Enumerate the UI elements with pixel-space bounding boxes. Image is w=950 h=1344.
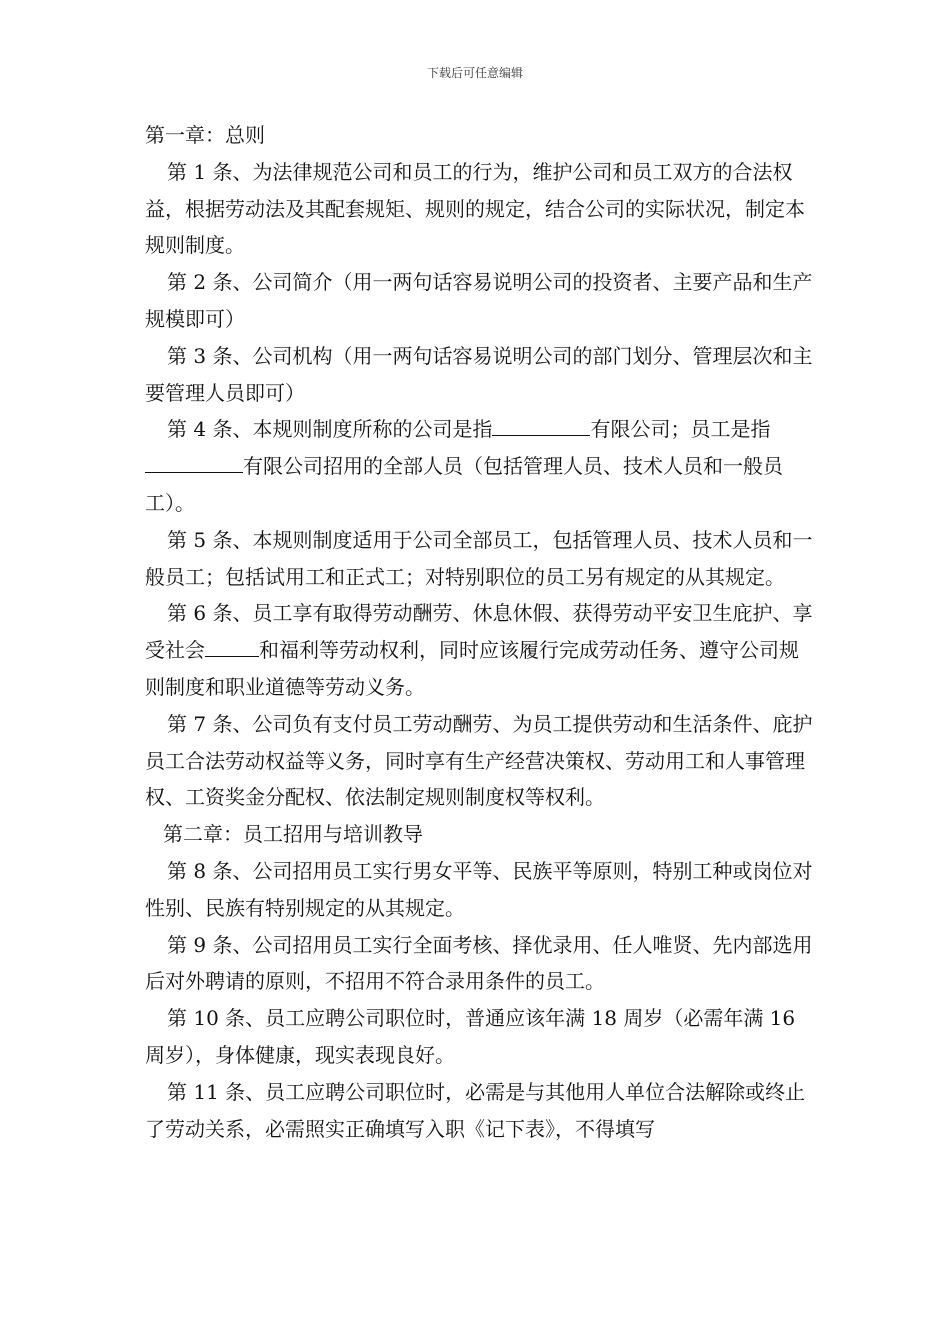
chapter-2-title: 第二章：员工招用与培训教导: [163, 822, 423, 847]
article-4-part-2: 有限公司；员工是指: [590, 417, 771, 442]
page-header: 下载后可任意编辑: [426, 66, 523, 80]
company-name-blank-2[interactable]: [145, 450, 243, 473]
social-blank[interactable]: [205, 634, 259, 657]
article-6-part-1: 第 6 条、员工享有取得劳动酬劳、休息休假、获得劳动平安卫生庇护、享受社会: [145, 601, 813, 663]
article-6-part-2: 和福利等劳动权利，同时应该履行完成劳动任务、遵守公司规则制度和职业道德等劳动义务。: [145, 638, 799, 699]
article-2: 第 2 条、公司简介（用一两句话容易说明公司的投资者、主要产品和生产规模即可）: [145, 270, 813, 331]
article-11: 第 11 条、员工应聘公司职位时，必需是与其他用人单位合法解除或终止了劳动关系，必需照实正确填写入职《记下表》，不得填写: [145, 1079, 806, 1141]
company-name-blank-1[interactable]: [492, 413, 590, 436]
article-10: 第 10 条、员工应聘公司职位时，普通应该年满 18 周岁（必需年满 16 周岁），身体健康，现实表现良好。: [145, 1006, 796, 1067]
article-5: 第 5 条、本规则制度适用于公司全部员工，包括管理人员、技术人员和一般员工；包括试用工和正式工；对特别职位的员工另有规定的从其规定。: [145, 527, 813, 589]
chapter-1-title: 第一章：总则: [145, 123, 265, 147]
article-9: 第 9 条、公司招用员工实行全面考核、择优录用、任人唯贤、先内部选用后对外聘请的原则，不招用不符合录用条件的员工。: [145, 932, 813, 994]
article-8: 第 8 条、公司招用员工实行男女平等、民族平等原则，特别工种或岗位对性别、民族有特别规定的从其规定。: [145, 858, 813, 920]
article-3: 第 3 条、公司机构（用一两句话容易说明公司的部门划分、管理层次和主要管理人员即可）: [145, 343, 813, 405]
article-4-part-1: 第 4 条、本规则制度所称的公司是指: [167, 417, 493, 442]
article-7: 第 7 条、公司负有支付员工劳动酬劳、为员工提供劳动和生活条件、庇护员工合法劳动权益等义务，同时享有生产经营决策权、劳动用工和人事管理权、工资奖金分配权、依法制定规则制度权等权利。: [145, 711, 813, 810]
article-4-part-3: 有限公司招用的全部人员（包括管理人员、技术人员和一般员工）。: [145, 454, 783, 515]
article-1: 第 1 条、为法律规范公司和员工的行为，维护公司和员工双方的合法权益，根据劳动法及其配套规矩、规则的规定，结合公司的实际状况，制定本规则制度。: [145, 159, 805, 258]
article-4: [145, 411, 815, 521]
article-6: [145, 595, 815, 705]
document-body: [145, 117, 815, 1147]
